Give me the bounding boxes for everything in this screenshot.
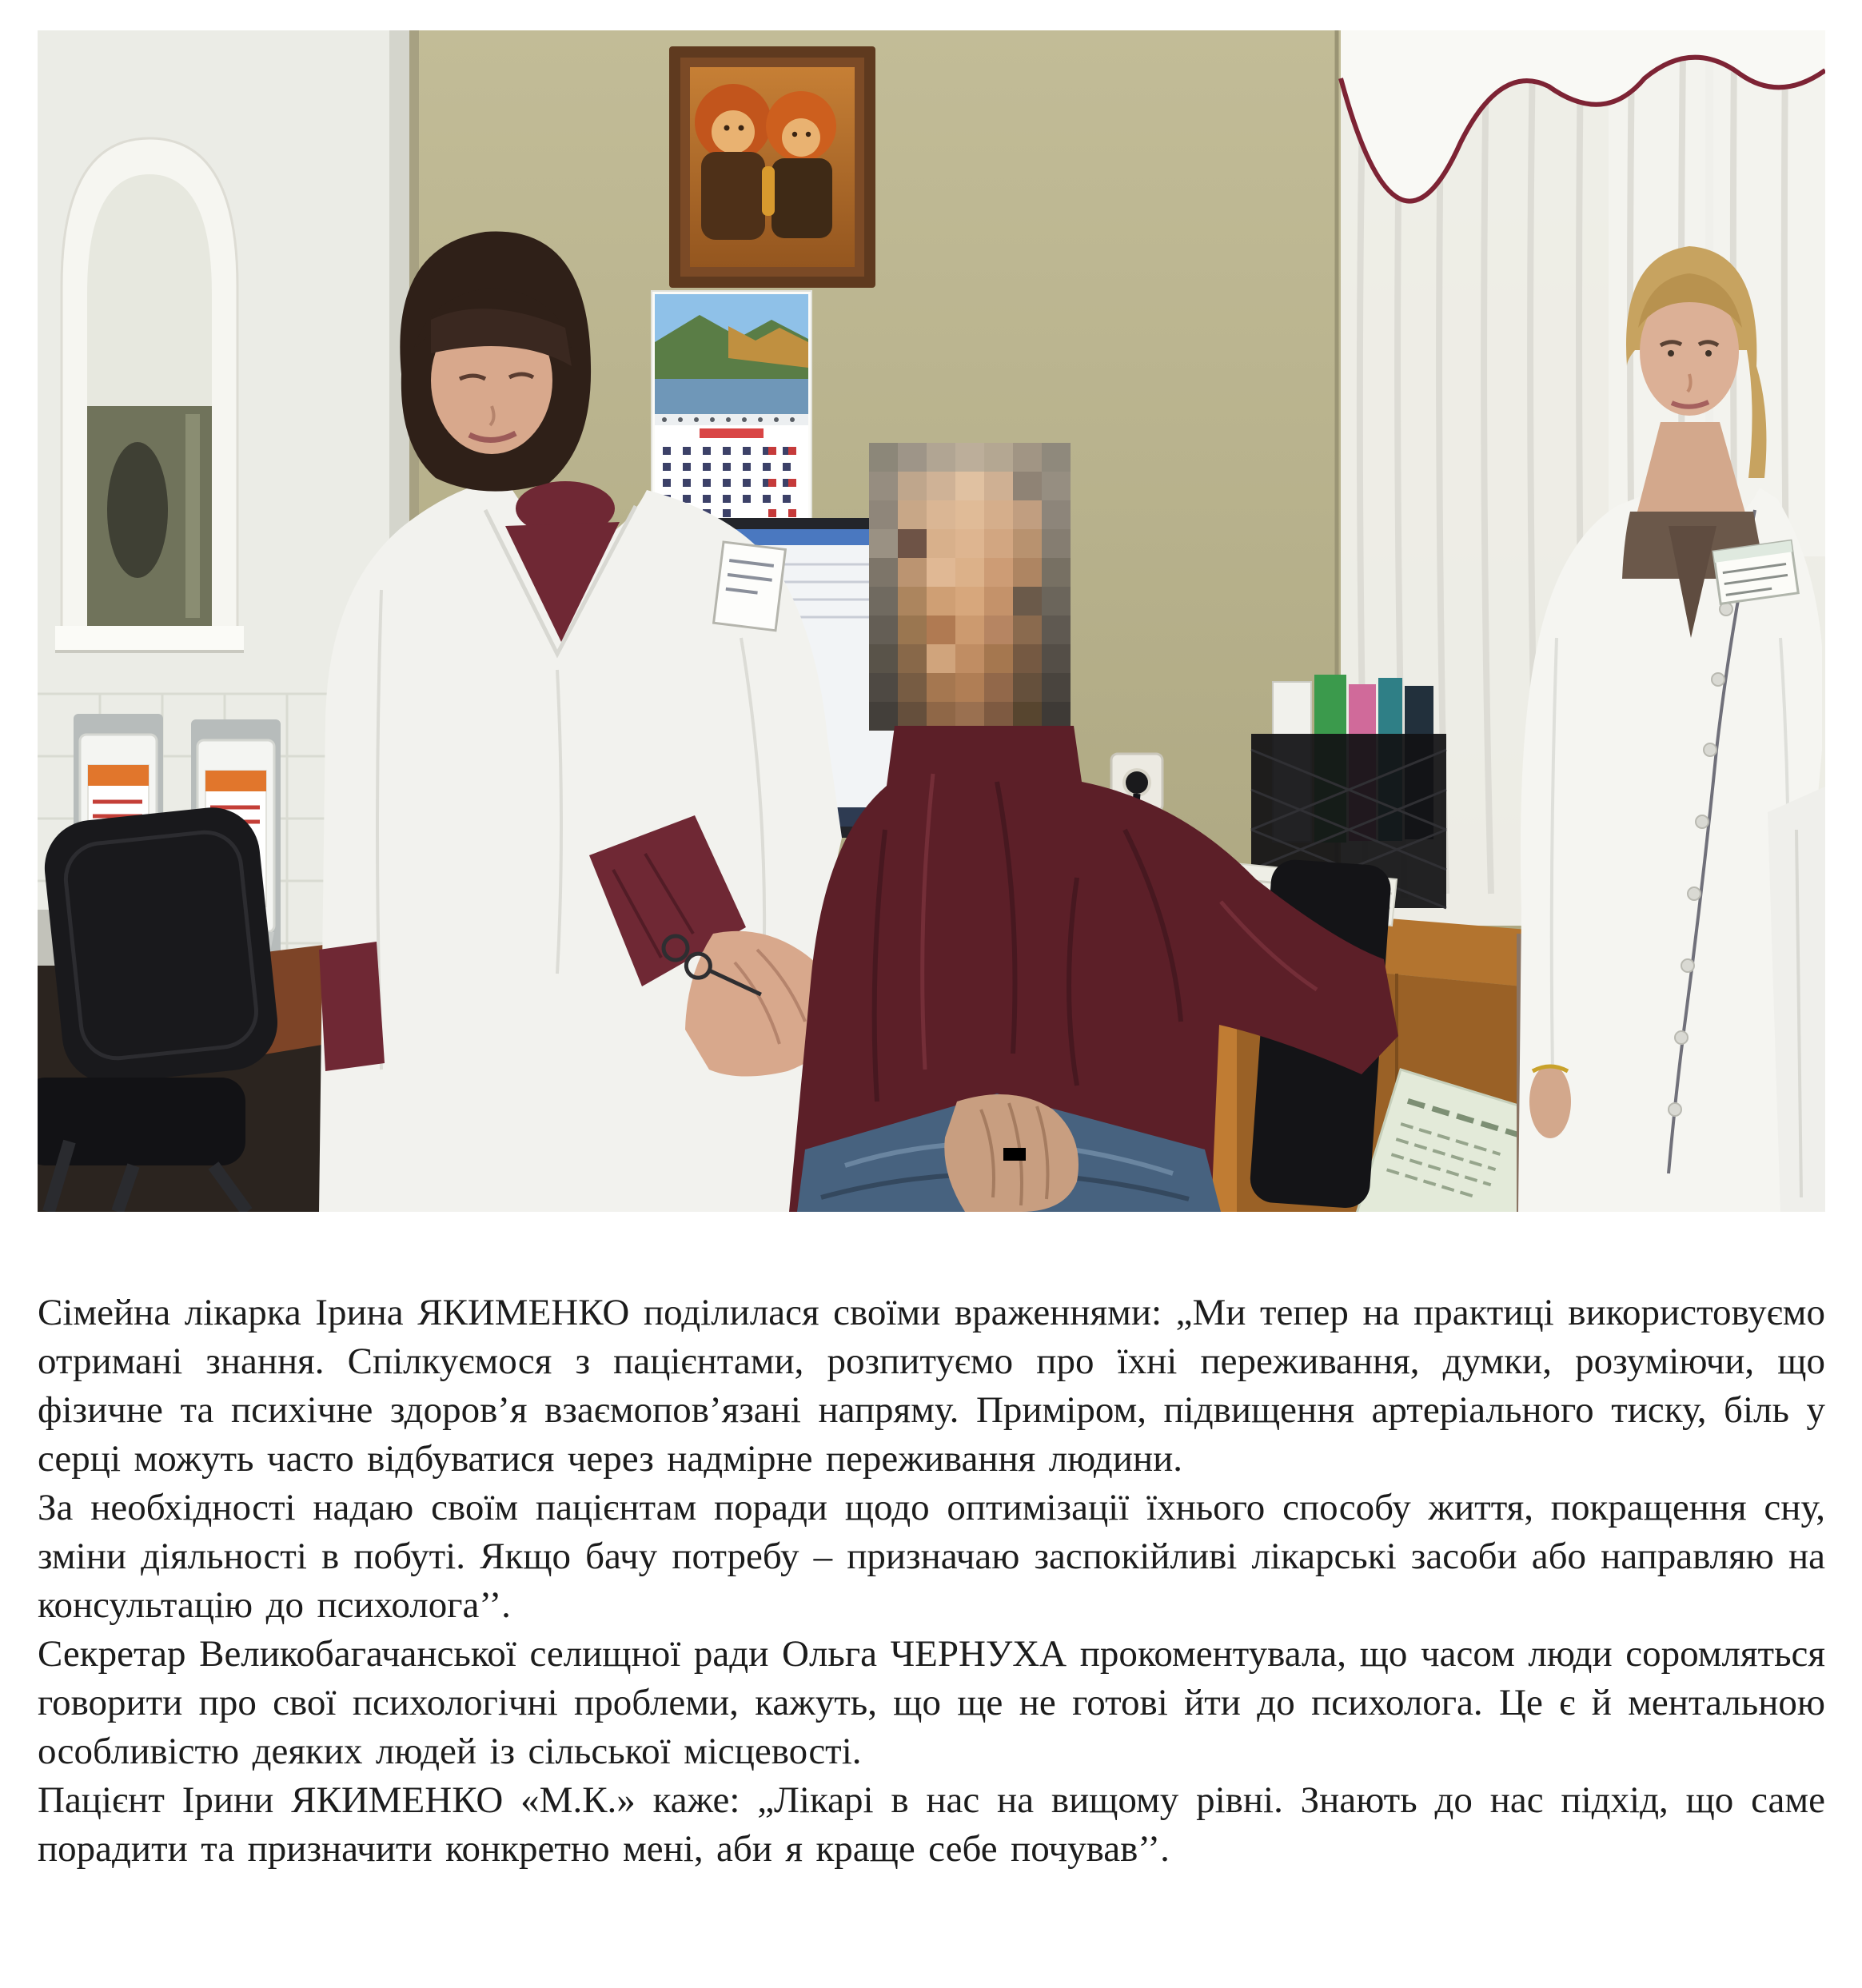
paragraph: Пацієнт Ірини ЯКИМЕНКО «М.К.» каже: „Лікарі в нас на вищому рівні. Знають до нас підхід, що саме порадити та призначити конкретно мені, аби я краще себе почував’’. — [38, 1779, 1825, 1870]
pixelated-face — [869, 443, 1071, 731]
mirror-reflection — [107, 442, 168, 578]
clinic-scene — [38, 30, 1825, 1212]
article-text — [38, 1289, 1825, 1874]
article-photo — [38, 30, 1825, 1212]
paragraph: Сімейна лікарка Ірина ЯКИМЕНКО поділилася своїми враженнями: „Ми тепер на практиці використовуємо отримані знання. Спілкуємося з пацієнтами, розпитуємо про їхні переживання, думки, розуміючи, що фізичне та психічне здоров’я взаємопов’язані напряму. Приміром, підвищення артеріального тиску, біль у серці можуть часто відбуватися через надмірне переживання людини. — [38, 1292, 1825, 1480]
doctor-head — [400, 231, 591, 491]
wall-painting — [669, 46, 875, 288]
paragraph: За необхідності надаю своїм пацієнтам поради щодо оптимізації їхнього способу життя, покращення сну, зміни діяльності в побуті. Якщо бачу потребу – призначаю заспокійливі лікарські засоби або направляю на консультацію до психолога’’. — [38, 1487, 1825, 1626]
mirror-arch — [55, 138, 244, 651]
nurse-hand — [1529, 1065, 1571, 1138]
paragraph: Секретар Великобагачанської селищної ради Ольга ЧЕРНУХА прокоментувала, що часом люди соромляться говорити про свої психологічні проблеми, кажуть, що ще не готові йти до психолога. Це є й ментальною особливістю деяких людей із сільської місцевості. — [38, 1633, 1825, 1772]
doctor-left-cuff — [319, 942, 385, 1071]
nurse-badge — [1713, 540, 1798, 604]
name-badge — [714, 542, 786, 631]
